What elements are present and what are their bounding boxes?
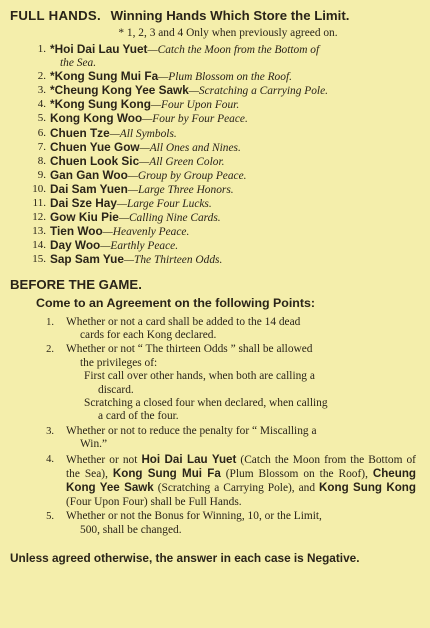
point-number: 1. — [46, 316, 54, 328]
hand-number: 1. — [37, 43, 46, 55]
hand-translation: —Four by Four Peace. — [142, 113, 248, 126]
hand-name: Sap Sam Yue — [50, 252, 124, 267]
point-item — [10, 453, 416, 510]
hand-item — [10, 225, 416, 239]
hand-name-bold: Hoi Dai Lau Yuet — [141, 452, 237, 466]
point-text-run: (Scratching a Carrying Pole), and — [153, 482, 320, 495]
agreement-points-title: Come to an Agreement on the following Points: — [36, 295, 316, 310]
page-header — [10, 8, 416, 24]
hand-translation: —Earthly Peace. — [100, 240, 179, 253]
point-text-continued: cards for each Kong declared. — [80, 328, 217, 341]
hand-name: Day Woo — [50, 238, 101, 253]
full-hands-subtitle: Winning Hands Which Store the Limit. — [110, 8, 350, 23]
hand-item — [10, 127, 416, 141]
point-number: 2. — [46, 344, 54, 356]
hand-item — [10, 70, 416, 84]
hand-item — [10, 84, 416, 98]
hand-number: 5. — [37, 112, 46, 125]
point-number: 5. — [46, 511, 54, 523]
hand-number: 6. — [37, 126, 46, 139]
point-item — [10, 425, 416, 452]
full-hands-title: FULL HANDS. — [10, 8, 101, 23]
point-text: Whether or not to reduce the penalty for “ Miscalling a — [66, 424, 317, 437]
hand-name: *Kong Sung Kong — [50, 97, 151, 112]
hand-item — [10, 169, 416, 183]
point-item — [10, 343, 416, 423]
sub-point — [66, 370, 416, 397]
point-number: 4. — [46, 453, 54, 465]
hand-translation: —Four Upon Four. — [150, 99, 240, 112]
hand-item — [10, 141, 416, 155]
hand-number: 7. — [37, 140, 46, 153]
hand-name: Chuen Look Sic — [50, 153, 140, 168]
hand-item — [10, 155, 416, 169]
point-text — [66, 454, 416, 508]
point-text-continued: the privileges of: — [80, 356, 158, 369]
point-text-run: (Plum Blossom on the Roof), — [220, 467, 373, 480]
hand-item — [10, 197, 416, 211]
hand-name: Tien Woo — [50, 224, 103, 239]
point-text-continued: Win.” — [80, 438, 108, 451]
hand-name: Gow Kiu Pie — [50, 210, 119, 225]
point-text: Whether or not “ The thirteen Odds ” shall be allowed — [66, 343, 313, 356]
hand-translation: —Scratching a Carrying Pole. — [188, 85, 328, 98]
point-number: 3. — [46, 425, 54, 437]
hand-name: *Cheung Kong Yee Sawk — [50, 83, 189, 98]
hand-number: 4. — [37, 98, 46, 111]
hand-translation: —The Thirteen Odds. — [123, 254, 223, 267]
sub-point-text: Scratching a closed four when declared, when calling — [84, 396, 328, 409]
before-the-game-title: BEFORE THE GAME. — [10, 276, 142, 292]
point-text-continued: 500, shall be changed. — [80, 523, 182, 536]
sub-point-text-continued: discard. — [98, 383, 134, 396]
hand-translation: —Heavenly Peace. — [102, 226, 190, 239]
hand-item — [10, 98, 416, 112]
hand-translation: —All Green Color. — [139, 155, 225, 168]
hand-number: 10. — [32, 182, 46, 195]
hand-name-bold: Cheung Kong Yee Sawk — [66, 466, 416, 495]
hand-number: 11. — [32, 197, 46, 210]
hand-name: *Hoi Dai Lau Yuet — [50, 42, 148, 56]
hand-name: *Kong Sung Mui Fa — [50, 69, 159, 84]
hand-name: Chuen Tze — [50, 125, 110, 140]
hand-name: Gan Gan Woo — [50, 167, 128, 182]
hand-translation: —Large Three Honors. — [127, 183, 234, 196]
hand-name-bold: Kong Sung Kong — [319, 481, 416, 495]
hand-translation: —Plum Blossom on the Roof. — [158, 71, 292, 84]
point-text-run: Whether or not — [66, 453, 142, 466]
hand-item — [10, 43, 416, 70]
hand-item — [10, 112, 416, 126]
point-text: Whether or not the Bonus for Winning, 10, or the Limit, — [66, 510, 322, 523]
hand-translation: —Group by Group Peace. — [127, 169, 247, 182]
sub-point-text: First call over other hands, when both are calling a — [84, 370, 315, 383]
hand-translation: —Calling Nine Cards. — [118, 212, 221, 225]
agreement-points-list — [10, 316, 416, 538]
point-text: Whether or not a card shall be added to the 14 dead — [66, 315, 301, 328]
hand-number: 13. — [32, 225, 46, 238]
agreement-note: * 1, 2, 3 and 4 Only when previously agreed on. — [118, 27, 338, 39]
point-text-run: (Catch the Moon from the Bottom of the Sea), — [66, 453, 416, 480]
winning-hands-list — [10, 43, 416, 268]
hand-item — [10, 239, 416, 253]
hand-number: 12. — [32, 211, 46, 224]
hand-item — [10, 253, 416, 267]
hand-number: 15. — [32, 253, 46, 266]
hand-translation: —Catch the Moon from the Bottom of — [147, 44, 320, 56]
point-text-run: (Four Upon Four) shall be Full Hands. — [66, 495, 242, 508]
hand-name: Kong Kong Woo — [50, 111, 143, 126]
hand-number: 3. — [37, 84, 46, 97]
hand-number: 2. — [37, 70, 46, 83]
hand-translation-continued: the Sea. — [60, 57, 97, 70]
point-item — [10, 510, 416, 537]
hand-number: 14. — [32, 239, 46, 252]
hand-item — [10, 211, 416, 225]
negative-answer-note: Unless agreed otherwise, the answer in each case is Negative. — [10, 551, 360, 565]
hand-name: Chuen Yue Gow — [50, 139, 140, 154]
sub-point — [66, 397, 416, 424]
hand-item — [10, 183, 416, 197]
hand-name: Dai Sze Hay — [50, 196, 117, 211]
hand-number: 9. — [37, 168, 46, 181]
point-item — [10, 316, 416, 343]
hand-name: Dai Sam Yuen — [50, 181, 128, 196]
hand-translation: —All Symbols. — [109, 127, 177, 140]
sub-point-text-continued: a card of the four. — [98, 410, 179, 423]
hand-translation: —Large Four Lucks. — [116, 198, 212, 211]
hand-name-bold: Kong Sung Mui Fa — [112, 466, 221, 480]
hand-number: 8. — [37, 154, 46, 167]
hand-translation: —All Ones and Nines. — [139, 141, 241, 154]
